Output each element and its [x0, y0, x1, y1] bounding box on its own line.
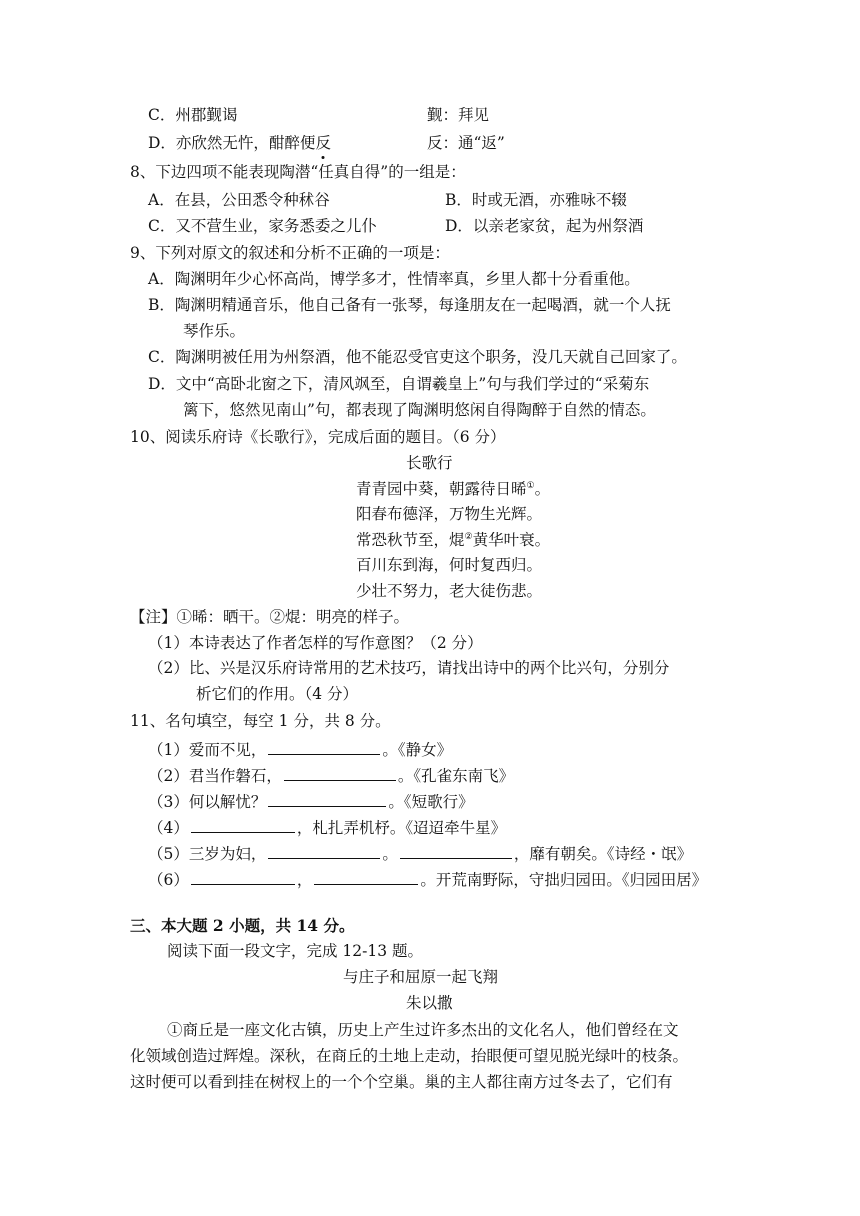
article-paragraph-line: 这时便可以看到挂在树杈上的一个个空巢。巢的主人都往南方过冬去了，它们有 [130, 1073, 673, 1091]
poem-note: 【注】①晞：晒干。②焜：明亮的样子。 [130, 608, 410, 626]
q9-option-d-line1: D．文中“高卧北窗之下，清风飒至，自谓羲皇上”句与我们学过的“采菊东 [148, 375, 650, 393]
article-paragraph-line: 化领域创造过辉煌。深秋，在商丘的土地上走动，抬眼便可望见脱光绿叶的枝条。 [130, 1047, 689, 1065]
q7-option-d-gloss: 反：通“返” [427, 134, 505, 152]
footnote-marker: ① [526, 481, 535, 491]
fill-text: 。《孔雀东南飞》 [397, 767, 515, 785]
fill-text: 。《静女》 [382, 741, 453, 759]
fill-line-2 [148, 766, 514, 785]
answer-blank[interactable] [284, 766, 396, 781]
reading-instruction: 阅读下面一段文字，完成 12-13 题。 [167, 942, 424, 960]
poem-title: 长歌行 [406, 454, 453, 472]
article-title: 与庄子和屈原一起飞翔 [343, 968, 499, 986]
q10-sub2-line2: 析它们的作用。（4 分） [196, 685, 359, 703]
q9-option-b-line2: 琴作乐。 [183, 322, 246, 340]
answer-blank[interactable] [314, 870, 418, 885]
poem-line-text: 青青园中葵，朝露待日晞 [356, 480, 527, 499]
fill-text: 。 [382, 845, 398, 863]
fill-text: 。开荒南野际，守拙归园田。《归园田居》 [420, 871, 708, 889]
footnote-marker: ② [464, 532, 473, 542]
answer-blank[interactable] [191, 870, 295, 885]
q11-stem: 11、名句填空，每空 1 分，共 8 分。 [130, 712, 391, 730]
q8-option-d: D．以亲老家贫，起为州祭酒 [445, 217, 644, 235]
poem-line [356, 482, 550, 498]
article-paragraph-line: ①商丘是一座文化古镇，历史上产生过许多杰出的文化名人，他们曾经在文 [167, 1021, 679, 1039]
fill-text: （4） [148, 819, 189, 837]
fill-text: （5）三岁为妇， [148, 845, 267, 863]
fill-line-4 [148, 818, 506, 837]
fill-line-3 [148, 792, 474, 811]
fill-line-6 [148, 870, 707, 889]
fill-line-5 [148, 844, 692, 863]
q9-option-c: C．陶渊明被任用为州祭酒，他不能忍受官吏这个职务，没几天就自己回家了。 [148, 348, 687, 366]
q9-option-d-line2: 篱下，悠然见南山”句，都表现了陶渊明悠闲自得陶醉于自然的情态。 [183, 401, 656, 419]
q8-stem: 8、下边四项不能表现陶潜“任真自得”的一组是： [130, 163, 466, 181]
answer-blank[interactable] [400, 844, 512, 859]
poem-line: 阳春布德泽，万物生光辉。 [356, 505, 543, 523]
q8-option-a: A．在县，公田悉令种秫谷 [148, 191, 330, 209]
q10-sub2-line1: （2）比、兴是汉乐府诗常用的艺术技巧，请找出诗中的两个比兴句，分别分 [148, 659, 670, 677]
poem-line: 百川东到海，何时复西归。 [356, 556, 543, 574]
answer-blank[interactable] [268, 740, 380, 755]
answer-blank[interactable] [268, 792, 386, 807]
fill-text: （6） [148, 871, 189, 889]
q7-option-d [148, 136, 331, 152]
q10-stem: 10、阅读乐府诗《长歌行》，完成后面的题目。（6 分） [130, 428, 506, 446]
q9-option-b-line1: B．陶渊明精通音乐，他自己备有一张琴，每逢朋友在一起喝酒，就一个人抚 [148, 296, 671, 314]
q9-option-a: A．陶渊明年少心怀高尚，博学多才，性情率真，乡里人都十分看重他。 [148, 270, 640, 288]
q9-stem: 9、下列对原文的叙述和分析不正确的一项是： [130, 244, 450, 262]
q8-option-b: B．时或无酒，亦雅咏不辍 [445, 191, 627, 209]
fill-text: ，札扎弄机杼。《迢迢牵牛星》 [296, 819, 507, 837]
answer-blank[interactable] [268, 844, 380, 859]
fill-text: （1）爱而不见， [148, 741, 267, 759]
answer-blank[interactable] [191, 818, 295, 833]
fill-text: （2）君当作磐石， [148, 767, 282, 785]
q7-option-d-text: D．亦欣然无忤，酣醉便 [148, 134, 316, 152]
article-author: 朱以撒 [406, 994, 453, 1012]
fill-line-1 [148, 740, 452, 759]
poem-line: 少壮不努力，老大徒伤悲。 [356, 582, 543, 600]
q7-option-c: C．州郡觐谒 [148, 106, 238, 124]
fill-text: ，靡有朝矣。《诗经・氓》 [513, 845, 693, 863]
poem-line-text: 黄华叶衰。 [472, 531, 551, 550]
poem-line-text: 常恐秋节至，焜 [356, 531, 465, 550]
fill-text: （3）何以解忧？ [148, 793, 267, 811]
poem-line-text: 。 [534, 480, 551, 499]
fill-text: ， [296, 871, 313, 889]
q8-option-c: C．又不营生业，家务悉委之儿仆 [148, 217, 377, 235]
q10-sub1: （1）本诗表达了作者怎样的写作意图？（2 分） [148, 634, 483, 652]
section-heading: 三、本大题 2 小题，共 14 分。 [130, 916, 355, 935]
poem-line [356, 533, 550, 549]
emphasis-dot-char: 反 [315, 134, 331, 152]
q7-option-c-gloss: 觐：拜见 [427, 106, 490, 124]
fill-text: 。《短歌行》 [388, 793, 474, 811]
